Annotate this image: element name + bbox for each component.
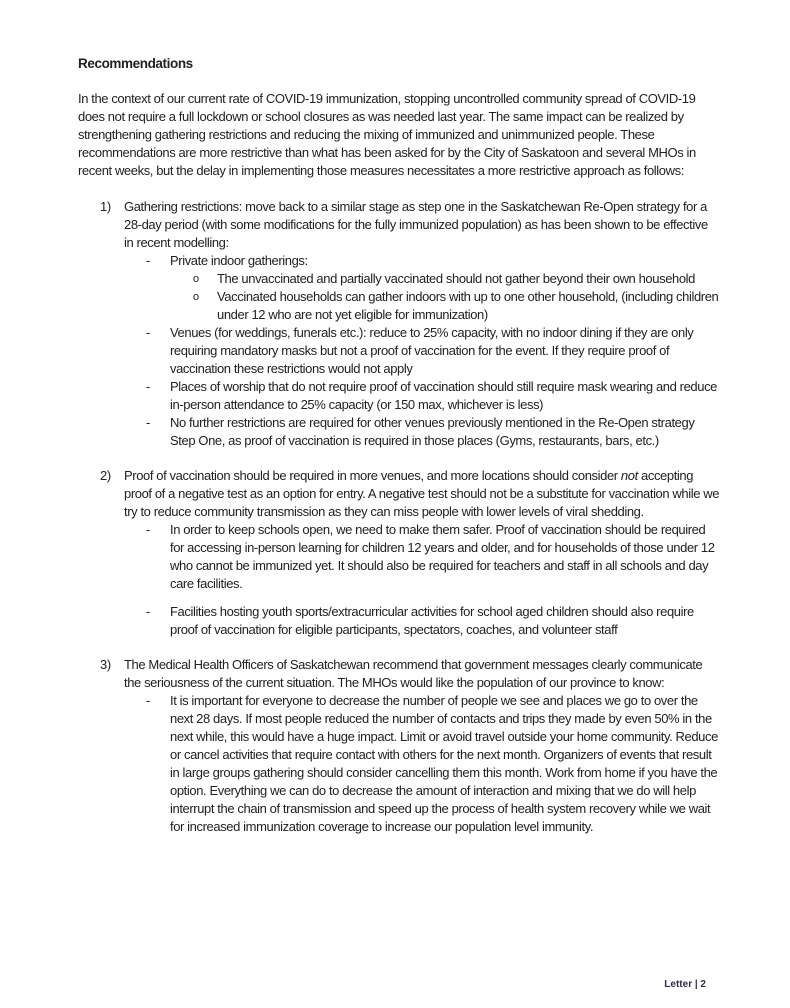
bullet-marker: - (146, 415, 150, 430)
dash-bullet-item (146, 378, 720, 414)
numbered-item-body (124, 467, 720, 639)
bullet-marker: - (146, 693, 150, 708)
bullet-text: Facilities hosting youth sports/extracurricular activities for school aged children should also require proof of vaccination for eligible participants, spectators, coaches, and volunteer staff (170, 604, 694, 637)
bullet-marker: - (146, 253, 150, 268)
circle-bullet-item (193, 270, 720, 288)
text-segment: accepting proof of a negative test as an option for entry. A negative test should not be a substitute for vaccination while we try to reduce community transmission as they can miss people with lower levels of viral shedding. (124, 468, 720, 519)
bullet-text: Venues (for weddings, funerals etc.): reduce to 25% capacity, with no indoor dining if they are only requiring mandatory masks but not a proof of vaccination for the event. If they require proof of vaccination these restrictions would not apply (170, 325, 694, 376)
bullet-text: No further restrictions are required for other venues previously mentioned in the Re-Open strategy Step One, as proof of vaccination is required in those places (Gyms, restaurants, bars, etc.) (170, 415, 695, 448)
circle-bullet-item (193, 288, 720, 324)
section-heading: Recommendations (78, 56, 193, 71)
numbered-item-body (124, 656, 720, 836)
bullet-marker: - (146, 522, 150, 537)
numbered-item-text: The Medical Health Officers of Saskatchewan recommend that government messages clearly communicate the seriousness of the current situation. The MHOs would like the population of our province to know: (124, 657, 703, 690)
bullet-marker: - (146, 379, 150, 394)
numbered-item (78, 198, 720, 450)
bullet-marker: o (193, 273, 199, 285)
item-number: 2) (100, 468, 111, 483)
bullet-text: Places of worship that do not require proof of vaccination should still require mask wearing and reduce in-person attendance to 25% capacity (or 150 max, whichever is less) (170, 379, 718, 412)
recommendations-list (78, 198, 720, 836)
page-footer: Letter | 2 (664, 979, 706, 990)
item-number: 3) (100, 657, 111, 672)
emphasized-text: not (620, 468, 638, 483)
numbered-item (78, 656, 720, 836)
bullet-text: In order to keep schools open, we need to make them safer. Proof of vaccination should be required for accessing in-person learning for children 12 years and older, and for households of those under 12 who cannot be immunized yet. It should also be required for teachers and staff in all schools and day care facilities. (170, 522, 715, 591)
numbered-item-body (124, 198, 720, 450)
numbered-item (78, 467, 720, 639)
bullet-text: The unvaccinated and partially vaccinated should not gather beyond their own household (217, 271, 696, 286)
bullet-text: Vaccinated households can gather indoors with up to one other household, (including children under 12 who are not yet eligible for immunization) (217, 289, 719, 322)
numbered-item-text (124, 467, 720, 521)
intro-paragraph: In the context of our current rate of COVID-19 immunization, stopping uncontrolled community spread of COVID-19 does not require a full lockdown or school closures as was needed last year. The same impact can be realized by strengthening gathering restrictions and reducing the mixing of immunized and unimmunized people. These recommendations are more restrictive than what has been asked for by the City of Saskatoon and several MHOs in recent weeks, but the delay in implementing those measures necessitates a more restrictive approach as follows: (78, 91, 696, 178)
bullet-marker: o (193, 291, 199, 303)
dash-bullet-item (146, 521, 720, 593)
dash-bullet-item (146, 252, 720, 270)
dash-bullet-item (146, 603, 720, 639)
numbered-item-text: Gathering restrictions: move back to a similar stage as step one in the Saskatchewan Re-Open strategy for a 28-day period (with some modifications for the fully immunized population) as has been shown to be effective in recent modelling: (124, 199, 708, 250)
bullet-marker: - (146, 604, 150, 619)
text-segment: Proof of vaccination should be required in more venues, and more locations should consider (124, 468, 621, 483)
bullet-marker: - (146, 325, 150, 340)
dash-bullet-item (146, 324, 720, 378)
bullet-text: It is important for everyone to decrease the number of people we see and places we go to over the next 28 days. If most people reduced the number of contacts and trips they made by even 50% in the next while, this would have a huge impact. Limit or avoid travel outside your home community. Reduce or cancel activities that require contact with others for the next month. Organizers of events that result in large groups gathering should consider cancelling them this month. Work from home if you have the option. Everything we can do to decrease the amount of interaction and mixing that we do will help interrupt the chain of transmission and speed up the process of health system recovery while we wait for increased immunization coverage to increase our population level immunity. (170, 693, 718, 834)
dash-bullet-item (146, 692, 720, 836)
dash-bullet-item (146, 414, 720, 450)
bullet-text: Private indoor gatherings: (170, 253, 308, 268)
item-number: 1) (100, 199, 111, 214)
